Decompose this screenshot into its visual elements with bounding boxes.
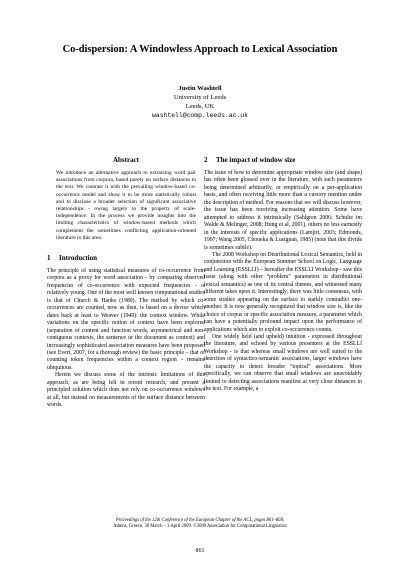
author-block	[0, 84, 400, 120]
paragraph: The 2008 Workshop on Distributional Lexical Semantics, held in conjunction with the European Summer School on Logic, Language and Learning (ESSLLI) – hereafter the ESSLLI Workshop - saw this issue (along with other “problem” parameters in distributional lexical semantics) as one of its central themes, and witnessed many different takes upon it. Interestingly, there was little consensus, with some studies appearing on the surface to starkly contradict one-another. It is now generally recognized that window size is, like the choice of corpus or specific association measure, a parameter which can have a potentially profound impact upon the performance of applications which aim to exploit co-occurrence counts.	[204, 251, 362, 333]
paragraph: One widely held (and upheld) intuition - expressed throughout the literature, and echoed by various presenters at the ESSLLI Workshop - is that whereas small windows are well suited to the detection of syntactico-semantic associations, larger windows have the capacity to detect broader “topical” associations. More specifically, we can observe that small windows are unavoidably limited to detecting associations manifest at very close distances in the text. For example, a	[204, 333, 362, 393]
page-number: 861	[195, 548, 205, 554]
left-column	[47, 156, 205, 410]
section-heading-introduction	[47, 254, 205, 262]
section-number: 2	[204, 156, 208, 164]
proceedings-footer	[0, 518, 400, 530]
paragraph: The principle of using statistical measures of co-occurrence from corpora as a proxy for word association - by comparing observed frequencies of co-occurrence with expected frequencies - is relatively young. One of the most well known computational studies is that of Church & Hanks (1989). The method by which co-occurrences are counted, now as then, is based on a device which dates back at least to Weaver (1949): the context window. While variations on the specific notion of context have been explored (separation of content and function words, asymmetrical and non-contiguous contexts, the sentence or the document as context) and increasingly sophisticated association measures have been proposed (see Evert, 2007, for a thorough review) the basic principle – that of counting token frequencies within a context region – remains ubiquitous.	[47, 268, 205, 371]
section-number: 1	[47, 254, 51, 263]
paragraph: Herein we discuss some of the intrinsic limitations of this approach, as are being felt in recent research, and present a principled solution which does not rely on co-occurrence windows at all, but instead on measurements of the surface distance between words.	[47, 372, 205, 409]
section-title: The impact of window size	[216, 156, 296, 164]
paragraph: The issue of how to determine appropriate window size (and shape) has often been glossed over in the literature, with such parameters being determined arbitrarily, or empirically on a per-application basis, and often receiving little more than a cursory mention under the description of method. For reasons that we will discuss however, the issue has been receiving increasing attention. Some have attempted to address it intrinsically (Sahlgren 2006; Schulte im Walde & Melinger, 2008; Hung et al, 2001), others no less earnestly in the interests of specific applications (Lamjiri, 2003; Edmonds, 1997; Wang 2005, Choueka & Lusignan, 1985) (note that this divide is sometimes subtle).	[204, 170, 362, 251]
section-title: Introduction	[59, 254, 97, 263]
author-location: Leeds, UK	[185, 103, 215, 110]
author-name: Justin Washtell	[178, 85, 222, 92]
right-column	[204, 156, 362, 394]
abstract-text: We introduce an alternative approach to extracting word pair associations from corpora, based purely on surface distances in the text. We contrast it with the prevailing window-based co-occurrence model and show it to be more statistically robust and to disclose a broader selection of significant associative relationships - owing largely to the property of scale-independence. In the process we provide insights into the limiting characteristics of window-based methods which complement the sometimes conflicting application-oriented literature in this area.	[56, 170, 196, 241]
paper-title: Co-dispersion: A Windowless Approach to Lexical Association	[62, 44, 338, 55]
abstract-heading: Abstract	[112, 156, 140, 164]
author-affiliation: University of Leeds	[173, 94, 227, 101]
footer-line-1: Proceedings of the 12th Conference of the European Chapter of the ACL, pages 861–869,	[115, 518, 285, 523]
author-email: washtell@comp.leeds.ac.uk	[152, 112, 248, 119]
section-heading-window-size	[204, 156, 362, 164]
footer-line-2: Athens, Greece, 30 March – 3 April 2009. ©2009 Association for Computational Linguistics	[113, 524, 287, 529]
